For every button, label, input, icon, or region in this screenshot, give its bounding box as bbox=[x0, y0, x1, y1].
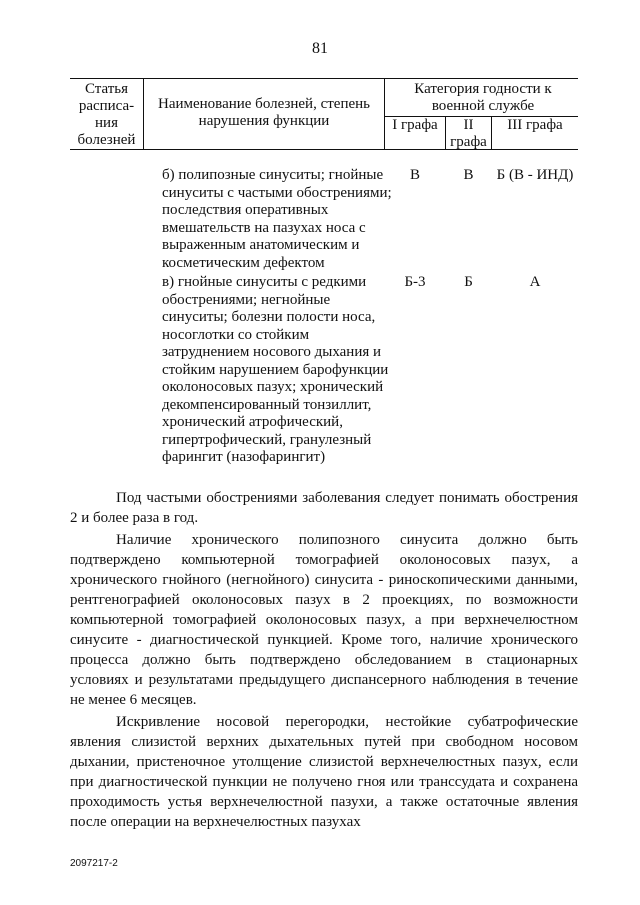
header-category: Категория годности к военной службе bbox=[414, 81, 552, 114]
category-3: Б (В - ИНД) bbox=[496, 167, 574, 183]
paragraph: Под частыми обострениями заболевания следует понимать обострения 2 и более раза в год. bbox=[70, 490, 578, 526]
page-number: 81 bbox=[312, 40, 328, 57]
category-1: Б-3 bbox=[404, 274, 426, 290]
category-2: В bbox=[463, 167, 474, 183]
disease-description: б) полипозные синуситы; гнойные синуситы с частыми обострениями; последствия оперативных вмешательств на пазухах носа с выраженным анатомическим и косметическим дефектом bbox=[162, 167, 392, 271]
header-disease-name: Наименование болезней, степень нарушения функции bbox=[157, 96, 371, 129]
document-code: 2097217-2 bbox=[70, 858, 118, 869]
header-graph-1: I графа bbox=[392, 117, 438, 133]
category-1: В bbox=[409, 167, 420, 183]
paragraph: Искривление носовой перегородки, нестойкие субатрофические явления слизистой верхних дыхательных путей при свободном носовом дыхании, пристеночное утолщение слизистой верхнечелюстных пазух, если при диагностической пункции не получено гноя или транссудата и сохранена проходимость устья верхнечелюстной пазухи, а также остаточные явления после операции на верхнечелюстных пазухах bbox=[70, 714, 578, 830]
header-article: Статья расписа-ния болезней bbox=[77, 81, 136, 148]
disease-description: в) гнойные синуситы с редкими обострениями; негнойные синуситы; болезни полости носа, носоглотки со стойким затруднением носового дыхания и стойким нарушением барофункции околоносовых пазух; хронический декомпенсированный тонзиллит, хронический атрофический, гипертрофический, гранулезный фарингит (назофарингит) bbox=[162, 274, 389, 465]
header-graph-3: III графа bbox=[507, 117, 563, 133]
category-2: Б bbox=[464, 274, 473, 290]
paragraph: Наличие хронического полипозного синусита должно быть подтверждено компьютерной томографией околоносовых пазух, а хронического гнойного (негнойного) синусита - риноскопическими данными, рентгенографией околоносовых пазух в 2 проекциях, по возможности компьютерной томографией околоносовых пазух, а при верхнечелюстном синусите - диагностической пункцией. Кроме того, наличие хронического процесса должно быть подтверждено обследованием в стационарных условиях и результатами предыдущего диспансерного наблюдения в течение не менее 6 месяцев. bbox=[70, 532, 578, 708]
column-divider bbox=[143, 79, 144, 149]
table-header bbox=[70, 78, 578, 150]
category-3: А bbox=[529, 274, 541, 290]
header-graph-2: II графа bbox=[450, 117, 487, 150]
column-divider bbox=[384, 79, 385, 149]
